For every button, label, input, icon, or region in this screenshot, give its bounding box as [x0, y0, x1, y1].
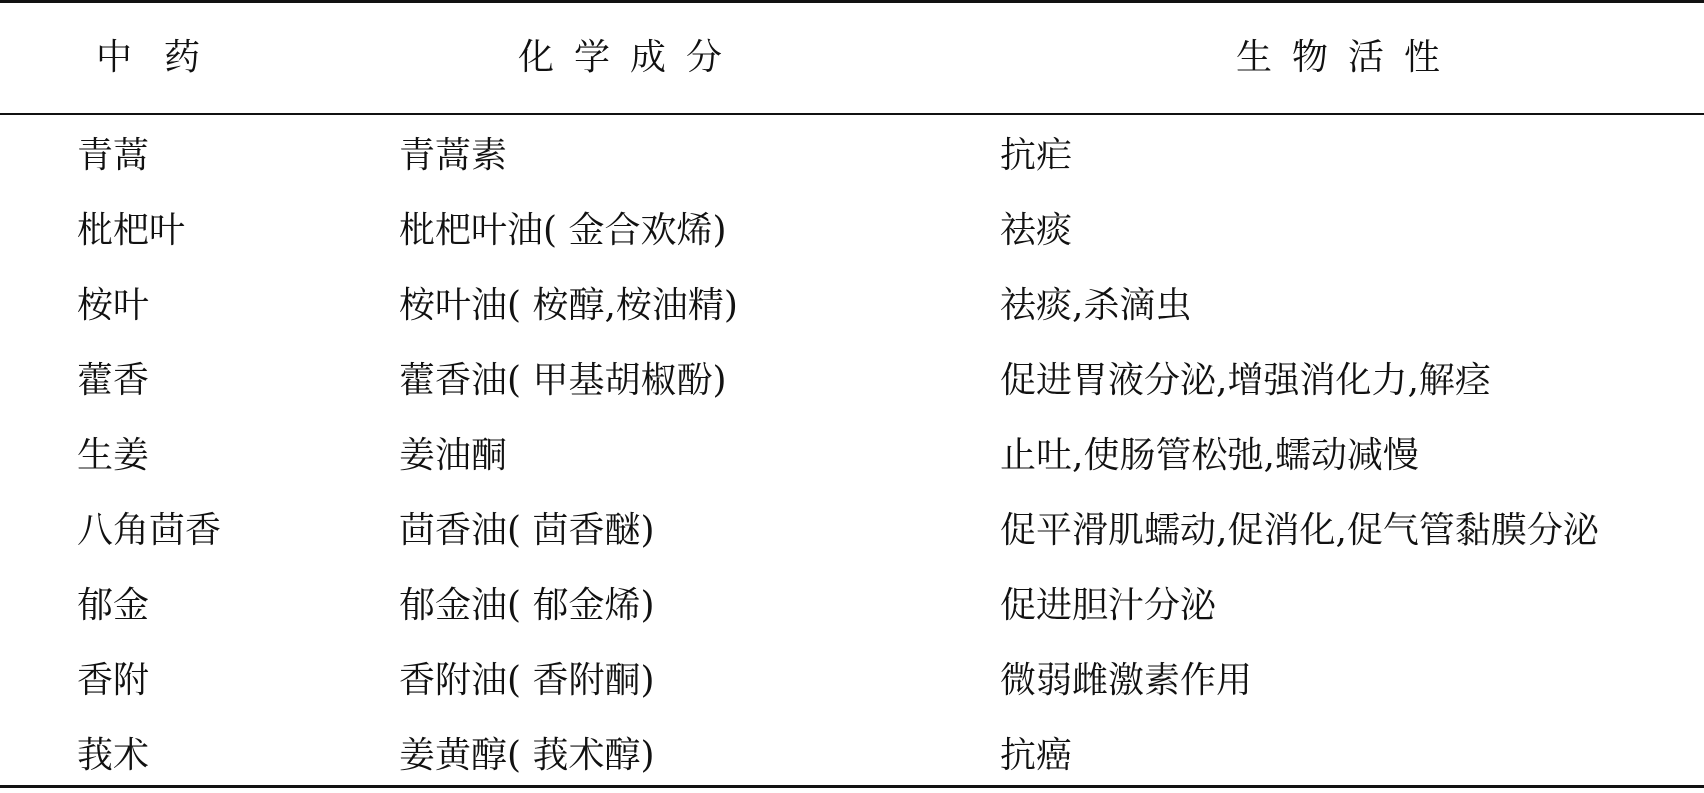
cell-component: 青蒿素 [399, 135, 508, 176]
cell-activity: 抗癌 [1000, 735, 1073, 776]
cell-activity: 微弱雌激素作用 [1000, 660, 1253, 701]
table-header-rule [0, 113, 1704, 115]
table-body [0, 118, 1704, 793]
cell-component: 郁金油( 郁金烯) [399, 585, 655, 626]
cell-herb: 香附 [77, 660, 150, 701]
cell-component: 姜油酮 [399, 435, 508, 476]
cell-herb: 莪术 [77, 735, 150, 776]
table-header-row [0, 28, 1704, 88]
table-row [0, 268, 1704, 343]
header-activity: 生物活性 [1236, 37, 1461, 78]
table-top-rule [0, 0, 1704, 3]
table-row [0, 718, 1704, 793]
table-bottom-rule [0, 785, 1704, 788]
cell-component: 姜黄醇( 莪术醇) [399, 735, 655, 776]
cell-activity: 止吐,使肠管松弛,蠕动减慢 [1000, 435, 1419, 476]
table-row [0, 193, 1704, 268]
cell-component: 桉叶油( 桉醇,桉油精) [399, 285, 738, 326]
cell-herb: 桉叶 [77, 285, 150, 326]
header-component: 化学成分 [518, 37, 743, 78]
cell-herb: 枇杷叶 [77, 210, 186, 251]
cell-component: 茴香油( 茴香醚) [399, 510, 655, 551]
cell-activity: 祛痰 [1000, 210, 1073, 251]
table-row [0, 118, 1704, 193]
cell-herb: 生姜 [77, 435, 150, 476]
table-row [0, 568, 1704, 643]
table-row [0, 418, 1704, 493]
cell-herb: 郁金 [77, 585, 150, 626]
cell-activity: 促平滑肌蠕动,促消化,促气管黏膜分泌 [1000, 510, 1599, 551]
table-row [0, 643, 1704, 718]
cell-herb: 八角茴香 [77, 510, 222, 551]
cell-herb: 藿香 [77, 360, 150, 401]
cell-activity: 促进胆汁分泌 [1000, 585, 1217, 626]
cell-herb: 青蒿 [77, 135, 150, 176]
header-herb: 中药 [96, 37, 233, 78]
cell-activity: 抗疟 [1000, 135, 1073, 176]
cell-component: 藿香油( 甲基胡椒酚) [399, 360, 727, 401]
cell-activity: 祛痰,杀滴虫 [1000, 285, 1192, 326]
table-row [0, 493, 1704, 568]
cell-activity: 促进胃液分泌,增强消化力,解痉 [1000, 360, 1491, 401]
table-row [0, 343, 1704, 418]
cell-component: 枇杷叶油( 金合欢烯) [399, 210, 727, 251]
cell-component: 香附油( 香附酮) [399, 660, 655, 701]
